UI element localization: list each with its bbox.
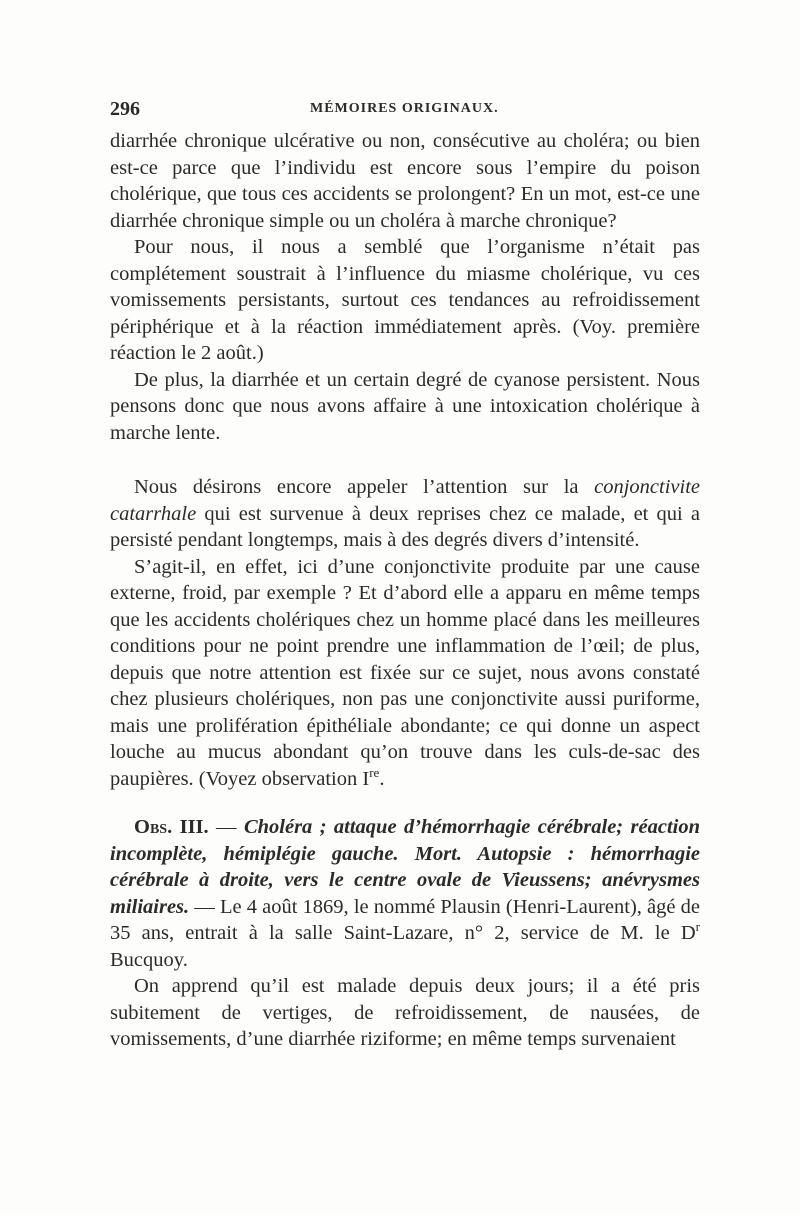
page-number: 296 bbox=[110, 98, 140, 120]
paragraph-4-term: conjonctivite catarrhale bbox=[110, 476, 700, 525]
observation-dash: — bbox=[208, 816, 244, 838]
paragraph-1: diarrhée chronique ulcérative ou non, consécutive au choléra; ou bien est-ce parce que l’individu est encore sous l’empire du poison cholérique, que tous ces accidents se prolongent? En un mot, est-ce une diarrhée chronique simple ou un choléra à marche chronique? bbox=[110, 130, 700, 232]
observation-label: Obs. III. bbox=[134, 816, 209, 838]
observation-paragraph bbox=[110, 814, 700, 973]
paragraph-4-text-end: qui est survenue à deux reprises chez ce malade, et qui a persisté pendant longtemps, mais à des degrés divers d’intensité. bbox=[110, 502, 700, 551]
running-title: MÉMOIRES ORIGINAUX. bbox=[310, 101, 499, 116]
observation-text-end: Bucquoy. bbox=[110, 948, 188, 971]
page-header bbox=[110, 98, 700, 124]
section-gap bbox=[110, 792, 700, 814]
section-gap bbox=[110, 446, 700, 474]
paragraph-7: On apprend qu’il est malade depuis deux jours; il a été pris subitement de vertiges, de refroidissement, de nausées, de vomissements, d’une diarrhée riziforme; en même temps survenaient bbox=[110, 975, 700, 1050]
paragraph-2: Pour nous, il nous a semblé que l’organisme n’était pas complétement soustrait à l’influence du miasme cholérique, vu ces vomissements persistants, surtout ces tendances au refroidissement périphérique et à la réaction immédiatement après. (Voy. première réaction le 2 août.) bbox=[110, 236, 700, 364]
page-body bbox=[110, 128, 700, 1053]
paragraph-3: De plus, la diarrhée et un certain degré de cyanose persistent. Nous pensons donc que nous avons affaire à une intoxication cholérique à marche lente. bbox=[110, 368, 700, 444]
paragraph-5-superscript: re bbox=[369, 764, 380, 780]
observation-title: Choléra ; attaque d’hémorrhagie cérébrale; réaction incomplète, hémiplégie gauche. Mort. Autopsie : hémorrhagie cérébrale à droite, vers le centre ovale de Vieussens; anévrysmes miliaires. bbox=[110, 816, 700, 918]
observation-superscript: r bbox=[695, 919, 700, 935]
paragraph-4 bbox=[110, 474, 700, 554]
paragraph-5-text: S’agit-il, en effet, ici d’une conjonctivite produite par une cause externe, froid, par exemple ? Et d’abord elle a apparu en même temps que les accidents cholériques chez un homme placé dans les meilleures conditions pour ne point prendre une inflammation de l’œil; de plus, depuis que notre attention est fixée sur ce sujet, nous avons constaté chez plusieurs cholériques, non pas une conjonctivite aussi puriforme, mais une prolifération épithéliale abondante; ce qui donne un aspect louche au mucus abondant qu’on trouve dans les culs-de-sac des paupières. (Voyez observation I bbox=[110, 555, 700, 790]
paragraph-5 bbox=[110, 554, 700, 793]
paragraph-5-text-end: . bbox=[379, 767, 385, 790]
paragraph-4-text: Nous désirons encore appeler l’attention sur la bbox=[134, 476, 595, 498]
observation-text: — Le 4 août 1869, le nommé Plausin (Henri-Laurent), âgé de 35 ans, entrait à la salle Saint-Lazare, n° 2, service de M. le D bbox=[110, 895, 700, 944]
